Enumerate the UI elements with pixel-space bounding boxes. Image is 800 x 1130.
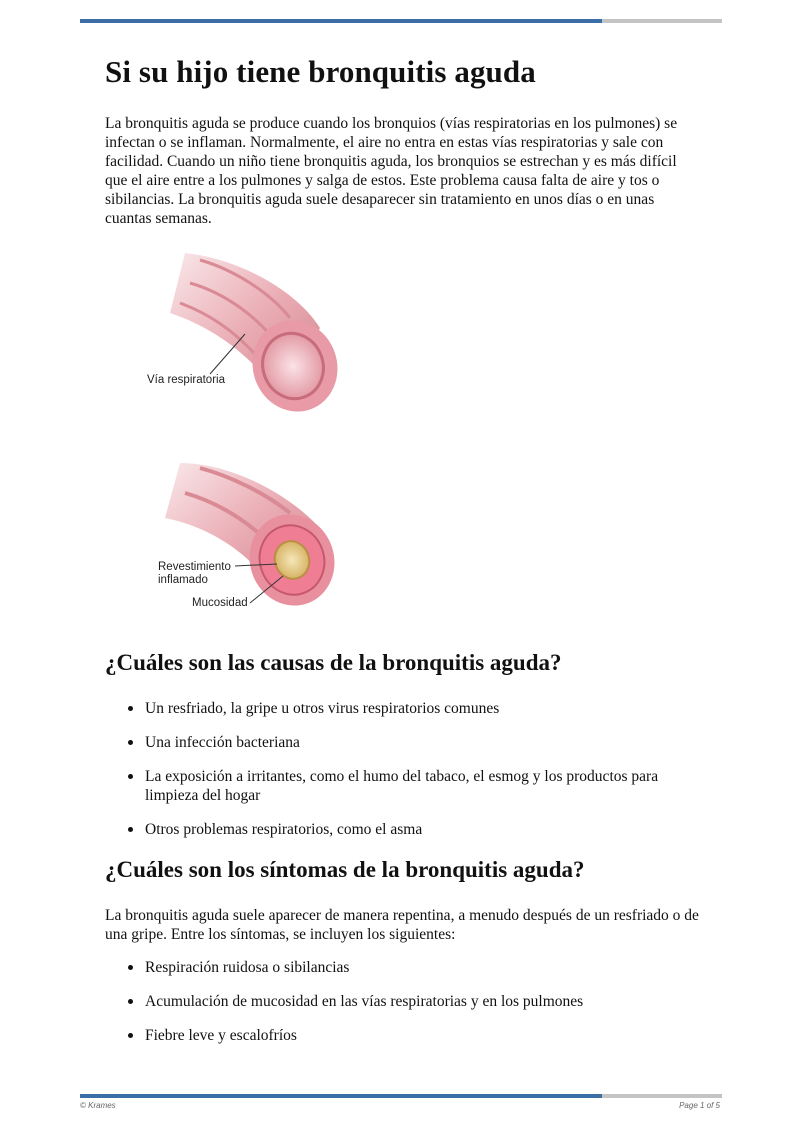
bottom-rule-accent bbox=[80, 1094, 602, 1098]
airway-illustration bbox=[105, 248, 365, 618]
symptoms-heading: ¿Cuáles son los síntomas de la bronquitis aguda? bbox=[105, 857, 585, 882]
mucus-label: Mucosidad bbox=[192, 597, 248, 609]
causes-heading: ¿Cuáles son las causas de la bronquitis aguda? bbox=[105, 650, 562, 675]
top-rule-gray bbox=[602, 19, 722, 23]
symptoms-intro: La bronquitis aguda suele aparecer de manera repentina, a menudo después de un resfriado o de una gripe. Entre los síntomas, se incluyen los siguientes: bbox=[105, 907, 699, 943]
list-item: La exposición a irritantes, como el humo del tabaco, el esmog y los productos para limpieza del hogar bbox=[126, 767, 696, 805]
page-title: Si su hijo tiene bronquitis aguda bbox=[105, 54, 536, 89]
top-rule bbox=[80, 19, 722, 23]
top-rule-accent bbox=[80, 19, 602, 23]
causes-list bbox=[126, 699, 696, 854]
bottom-rule bbox=[80, 1094, 722, 1098]
footer-page-number: Page 1 of 5 bbox=[679, 1101, 720, 1110]
list-item: Fiebre leve y escalofríos bbox=[126, 1026, 696, 1045]
bottom-rule-gray bbox=[602, 1094, 722, 1098]
list-item: Una infección bacteriana bbox=[126, 733, 696, 752]
normal-airway-drawing bbox=[147, 253, 350, 424]
footer-copyright: © Krames bbox=[80, 1101, 116, 1110]
list-item: Otros problemas respiratorios, como el asma bbox=[126, 820, 696, 839]
inflamed-lining-label-line2: inflamado bbox=[158, 574, 208, 586]
intro-paragraph: La bronquitis aguda se produce cuando los bronquios (vías respiratorias en los pulmones) se infectan o se inflaman. Normalmente, el aire no entra en estas vías respiratorias y sale con facilidad. Cuando un niño tiene bronquitis aguda, los bronquios se estrechan y es más difícil que el aire entre a los pulmones y salga de estos. Este problema causa falta de aire y tos o sibilancias. La bronquitis aguda suele desaparecer sin tratamiento en unos días o en unas cuantas semanas. bbox=[105, 115, 678, 227]
inflamed-lining-label-line1: Revestimiento bbox=[158, 561, 231, 573]
list-item: Acumulación de mucosidad en las vías respiratorias y en los pulmones bbox=[126, 992, 696, 1011]
list-item: Un resfriado, la gripe u otros virus respiratorios comunes bbox=[126, 699, 696, 718]
list-item: Respiración ruidosa o sibilancias bbox=[126, 958, 696, 977]
normal-airway-label: Vía respiratoria bbox=[147, 374, 225, 386]
inflamed-airway-drawing bbox=[158, 463, 347, 618]
symptoms-list bbox=[126, 958, 696, 1060]
